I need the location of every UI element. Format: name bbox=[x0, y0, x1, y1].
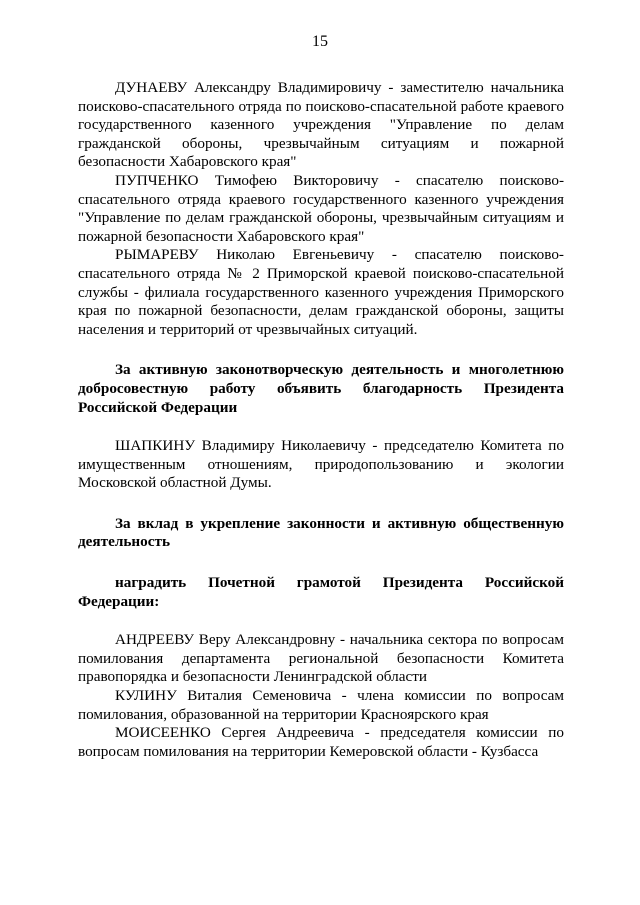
award-entry-rymarev: РЫМАРЕВУ Николаю Евгеньевичу - спасателю поисково-спасательного отряда № 2 Приморской краевой поисково-спасательной службы - филиала государственного казенного учреждения Приморского края по пожарной безопасности, делам гражданской обороны, защиты населения и территорий от чрезвычайных ситуаций. bbox=[78, 246, 564, 338]
award-entry-moiseenko: МОИСЕЕНКО Сергея Андреевича - председателя комиссии по вопросам помилования на территории Кемеровской области - Кузбасса bbox=[78, 724, 564, 760]
document-body bbox=[78, 79, 564, 761]
section-heading-contribution: За вклад в укрепление законности и активную общественную деятельность bbox=[78, 514, 564, 551]
section-heading-gratitude: За активную законотворческую деятельность и многолетнюю добросовестную работу объявить благодарность Президента Российской Федерации bbox=[78, 361, 564, 416]
page-number: 15 bbox=[312, 33, 328, 50]
award-entry-dunaev: ДУНАЕВУ Александру Владимировичу - заместителю начальника поисково-спасательного отряда по поисково-спасательной работе краевого государственного казенного учреждения "Управление по делам гражданской обороны, чрезвычайным ситуациям и пожарной безопасности Хабаровского края" bbox=[78, 79, 564, 171]
award-entry-kulin: КУЛИНУ Виталия Семеновича - члена комиссии по вопросам помилования, образованной на территории Красноярского края bbox=[78, 687, 564, 723]
section-heading-certificate: наградить Почетной грамотой Президента Российской Федерации: bbox=[78, 574, 564, 610]
award-entry-andreeva: АНДРЕЕВУ Веру Александровну - начальника сектора по вопросам помилования департамента региональной безопасности Комитета правопорядка и безопасности Ленинградской области bbox=[78, 631, 564, 686]
award-entry-pupchenko: ПУПЧЕНКО Тимофею Викторовичу - спасателю поисково-спасательного отряда краевого государственного казенного учреждения "Управление по делам гражданской обороны, чрезвычайным ситуациям и пожарной безопасности Хабаровского края" bbox=[78, 171, 564, 245]
award-entry-shapkin: ШАПКИНУ Владимиру Николаевичу - председателю Комитета по имущественным отношениям, природопользованию и экологии Московской областной Думы. bbox=[78, 437, 564, 492]
